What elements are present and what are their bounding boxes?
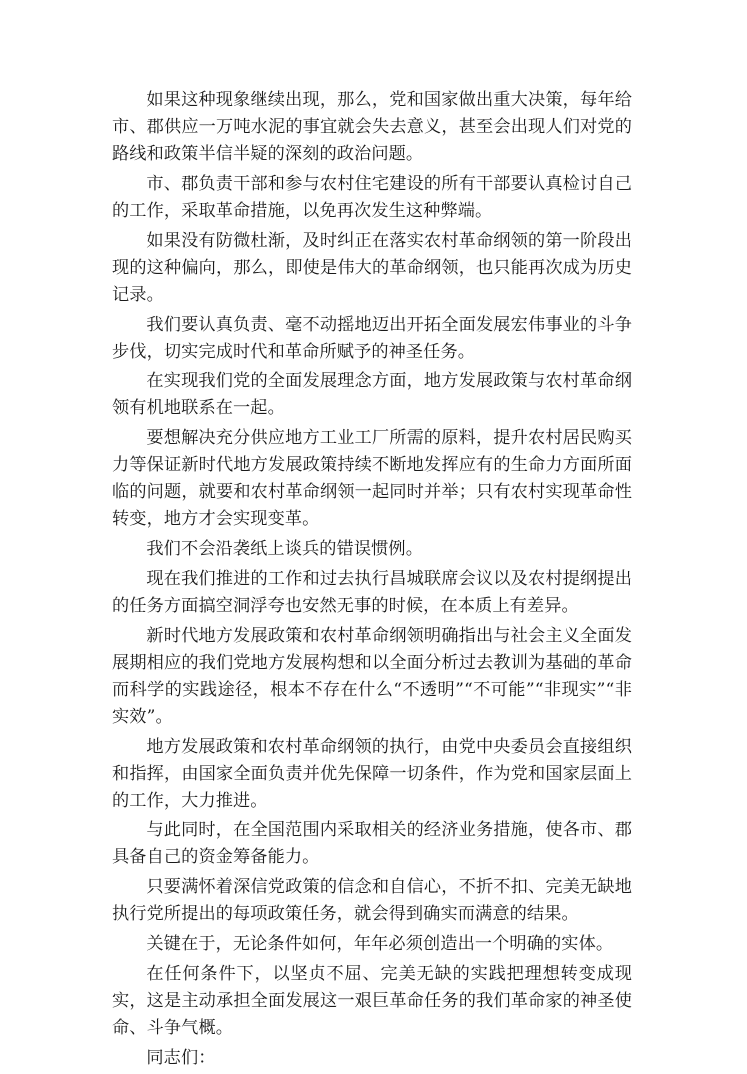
paragraph-5: 在实现我们党的全面发展理念方面，地方发展政策与农村革命纲领有机地联系在一起。 [112, 371, 632, 419]
paragraph-2: 市、郡负责干部和参与农村住宅建设的所有干部要认真检讨自己的工作，采取革命措施，以免再次发生这种弊端。 [112, 173, 632, 221]
paragraph-11: 与此同时，在全国范围内采取相关的经济业务措施，使各市、郡具备自己的资金筹备能力。 [112, 820, 632, 868]
paragraph-7: 我们不会沿袭纸上谈兵的错误惯例。 [146, 539, 423, 560]
paragraph-9: 新时代地方发展政策和农村革命纲领明确指出与社会主义全面发展期相应的我们党地方发展构想和以全面分析过去教训为基础的革命而科学的实践途径，根本不存在什么“不透明”“不可能”“非现实”“非实效”。 [112, 625, 632, 727]
paragraph-4: 我们要认真负责、毫不动摇地迈出开拓全面发展宏伟事业的斗争步伐，切实完成时代和革命所赋予的神圣任务。 [112, 314, 632, 362]
paragraph-1: 如果这种现象继续出现，那么，党和国家做出重大决策，每年给市、郡供应一万吨水泥的事宜就会失去意义，甚至会出现人们对党的路线和政策半信半疑的深刻的政治问题。 [112, 90, 632, 165]
paragraph-12: 只要满怀着深信党政策的信念和自信心，不折不扣、完美无缺地执行党所提出的每项政策任务，就会得到确实而满意的结果。 [112, 877, 632, 925]
paragraph-8: 现在我们推进的工作和过去执行昌城联席会议以及农村提纲提出的任务方面搞空洞浮夸也安然无事的时候，在本质上有差异。 [112, 568, 632, 616]
paragraph-14: 在任何条件下，以坚贞不屈、完美无缺的实践把理想转变成现实，这是主动承担全面发展这一艰巨革命任务的我们革命家的神圣使命、斗争气概。 [112, 963, 632, 1038]
paragraph-15: 同志们： [146, 1047, 216, 1068]
paragraph-13: 关键在于，无论条件如何，年年必须创造出一个明确的实体。 [146, 933, 614, 954]
paragraph-3: 如果没有防微杜渐，及时纠正在落实农村革命纲领的第一阶段出现的这种偏向，那么，即使是伟大的革命纲领，也只能再次成为历史记录。 [112, 230, 632, 305]
paragraph-10: 地方发展政策和农村革命纲领的执行，由党中央委员会直接组织和指挥，由国家全面负责并优先保障一切条件，作为党和国家层面上的工作，大力推进。 [112, 736, 632, 811]
paragraph-6: 要想解决充分供应地方工业工厂所需的原料，提升农村居民购买力等保证新时代地方发展政策持续不断地发挥应有的生命力方面所面临的问题，就要和农村革命纲领一起同时并举；只有农村实现革命性转变，地方才会实现变革。 [112, 428, 632, 530]
document-body [112, 87, 632, 1074]
